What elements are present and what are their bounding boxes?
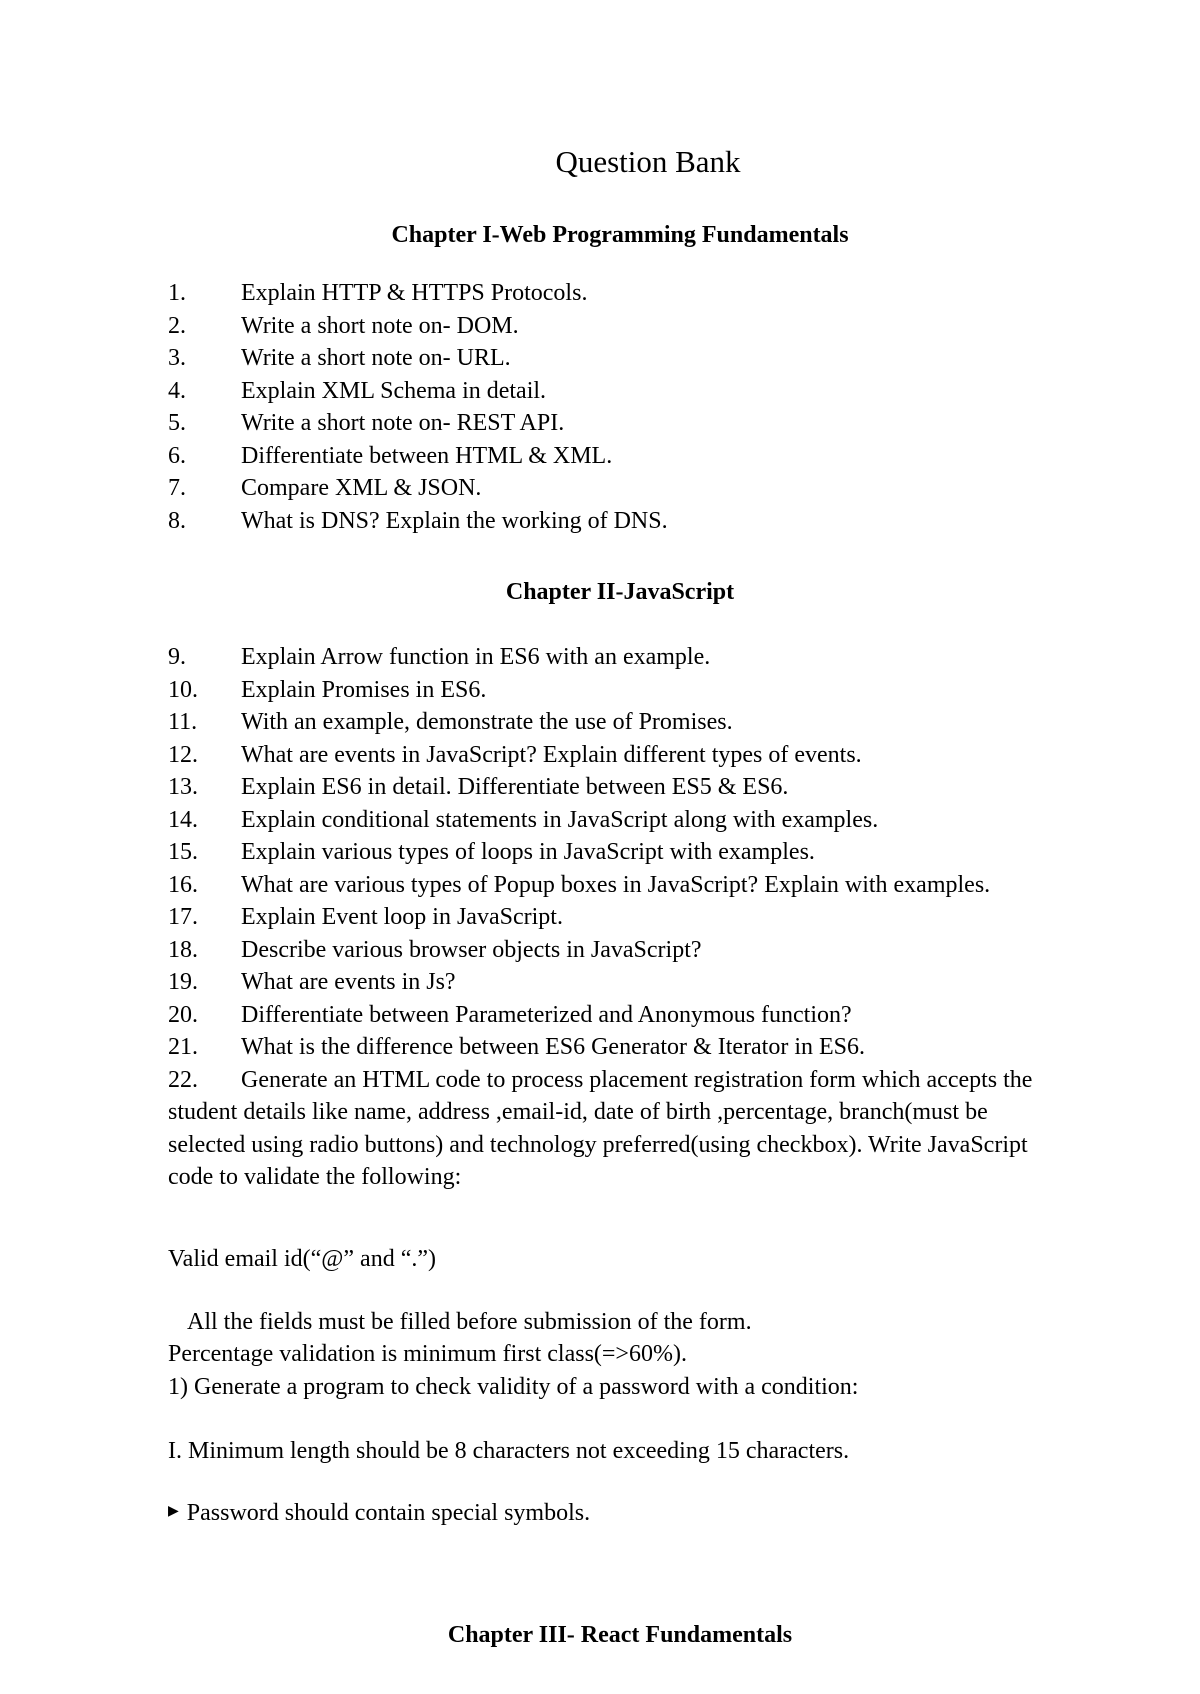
- question-text: Differentiate between Parameterized and Anonymous function?: [241, 1001, 852, 1028]
- chapter-heading-2: Chapter II-JavaScript: [505, 579, 735, 605]
- question-text: What are various types of Popup boxes in JavaScript? Explain with examples.: [241, 871, 991, 898]
- question-item: [168, 505, 1068, 538]
- question-item: [168, 1064, 1068, 1194]
- question-number: 7.: [168, 475, 186, 501]
- question-item: [168, 310, 1068, 343]
- question-item: [168, 375, 1068, 408]
- question-text: Explain XML Schema in detail.: [241, 377, 547, 404]
- question-item: [168, 804, 1068, 837]
- valid-email-line: Valid email id(“@” and “.”): [168, 1246, 436, 1272]
- question-item: [168, 901, 1068, 934]
- question-number: 13.: [168, 774, 198, 800]
- question-text: What are events in JavaScript? Explain different types of events.: [241, 741, 862, 768]
- question-item: [168, 342, 1068, 375]
- question-item: [168, 869, 1028, 902]
- question-item: [168, 440, 1068, 473]
- question-list-chapter-2: [168, 641, 1068, 1194]
- question-item: [168, 674, 1068, 707]
- question-item: [168, 836, 1068, 869]
- question-text: Explain various types of loops in JavaScript with examples.: [241, 839, 815, 865]
- question-item: [168, 641, 1068, 674]
- question-number: 4.: [168, 377, 186, 404]
- special-symbols-text: Password should contain special symbols.: [186, 1500, 591, 1526]
- question-item: [168, 407, 1068, 440]
- question-number: 16.: [168, 871, 198, 898]
- page-title: Question Bank: [555, 144, 741, 179]
- question-text: What is DNS? Explain the working of DNS.: [241, 507, 668, 534]
- question-text: Explain ES6 in detail. Differentiate between ES5 & ES6.: [241, 774, 789, 800]
- question-item: [168, 739, 1068, 772]
- question-item: [168, 999, 1068, 1032]
- question-number: 5.: [168, 410, 186, 436]
- question-number: 19.: [168, 969, 198, 995]
- question-text: Describe various browser objects in JavaScript?: [241, 936, 702, 963]
- question-text: Write a short note on- DOM.: [241, 312, 519, 339]
- question-number: 20.: [168, 1001, 198, 1028]
- question-number: 15.: [168, 839, 198, 865]
- question-text: Differentiate between HTML & XML.: [241, 442, 613, 469]
- question-text: Explain Promises in ES6.: [241, 676, 487, 703]
- question-text: Write a short note on- URL.: [241, 345, 511, 371]
- question-text: What are events in Js?: [241, 969, 456, 995]
- question-number: 8.: [168, 507, 186, 534]
- question-text: What is the difference between ES6 Generator & Iterator in ES6.: [241, 1034, 865, 1060]
- question-text: Generate an HTML code to process placement registration form which accepts the student details like name, address ,email-id, date of birth ,percentage, branch(must be selected using radio buttons) and technology preferred(using checkbox). Write JavaScript code to validate the following:: [168, 1066, 1033, 1190]
- chapter-heading-3: Chapter III- React Fundamentals: [447, 1622, 793, 1648]
- all-fields-line: All the fields must be filled before submission of the form.: [187, 1309, 752, 1335]
- question-item: [168, 771, 1068, 804]
- question-list-chapter-1: [168, 277, 1068, 537]
- question-item: [168, 706, 1068, 739]
- question-number: 22.: [168, 1066, 198, 1093]
- question-text: Compare XML & JSON.: [241, 475, 482, 501]
- question-number: 12.: [168, 741, 198, 768]
- min-length-line: I. Minimum length should be 8 characters not exceeding 15 characters.: [168, 1438, 850, 1464]
- triangle-bullet-icon: ▶: [168, 1504, 179, 1520]
- question-number: 10.: [168, 676, 198, 703]
- question-number: 2.: [168, 312, 186, 339]
- question-item: [168, 966, 1068, 999]
- question-number: 3.: [168, 345, 186, 371]
- chapter-heading-1: Chapter I-Web Programming Fundamentals: [391, 222, 849, 248]
- question-text: Write a short note on- REST API.: [241, 410, 565, 436]
- question-item: [168, 277, 1068, 310]
- question-text: Explain Event loop in JavaScript.: [241, 904, 563, 930]
- question-item: [168, 1031, 1068, 1064]
- password-program-line: 1) Generate a program to check validity of a password with a condition:: [168, 1374, 859, 1400]
- question-item: [168, 934, 1068, 967]
- percentage-line: Percentage validation is minimum first class(=>60%).: [168, 1341, 687, 1367]
- question-number: 17.: [168, 904, 198, 930]
- question-text: Explain HTTP & HTTPS Protocols.: [241, 280, 588, 306]
- question-number: 18.: [168, 936, 198, 963]
- question-text: Explain conditional statements in JavaScript along with examples.: [241, 806, 879, 833]
- question-number: 14.: [168, 806, 198, 833]
- question-number: 6.: [168, 442, 186, 469]
- question-number: 1.: [168, 280, 186, 306]
- special-symbols-line: [168, 1497, 1068, 1531]
- question-item: [168, 472, 1068, 505]
- question-number: 21.: [168, 1034, 198, 1060]
- question-text: With an example, demonstrate the use of Promises.: [241, 709, 733, 735]
- question-text: Explain Arrow function in ES6 with an example.: [241, 644, 711, 670]
- question-number: 9.: [168, 644, 186, 670]
- question-number: 11.: [168, 709, 198, 735]
